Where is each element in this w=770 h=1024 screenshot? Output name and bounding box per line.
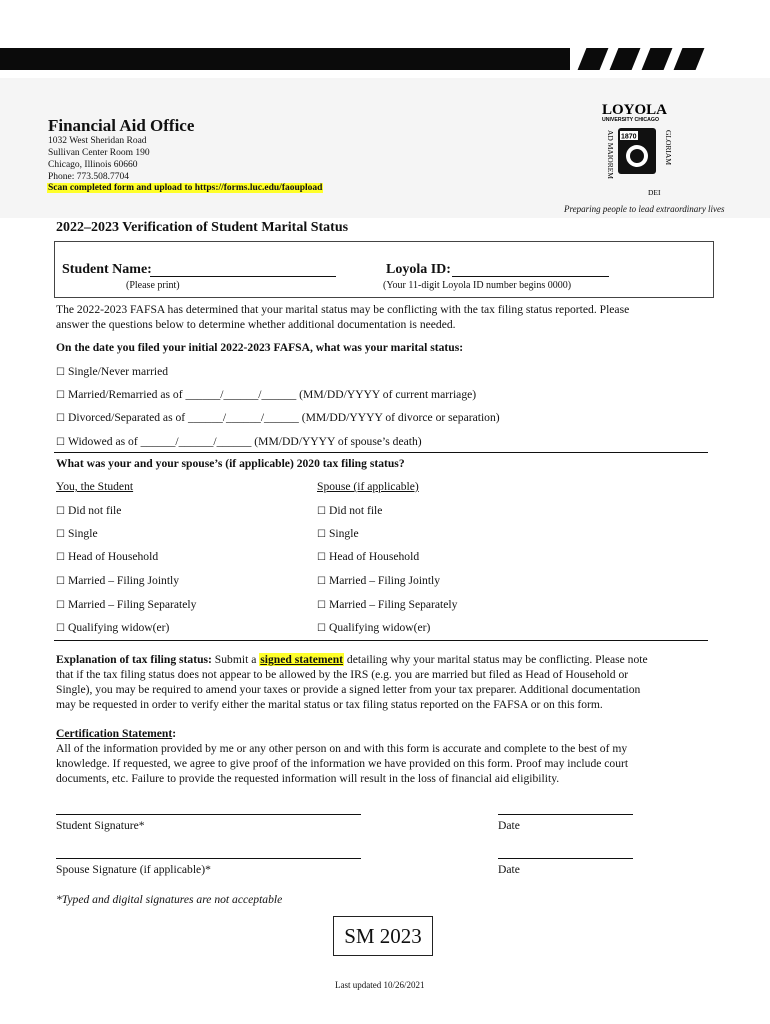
header-stripe xyxy=(674,48,705,70)
checkbox-icon[interactable]: ☐ xyxy=(317,552,326,563)
explanation-line: Single), you may be required to amend your taxes or provide a signed letter from your tax preparer. Additional documentation xyxy=(56,683,641,696)
checkbox-icon[interactable]: ☐ xyxy=(56,437,65,448)
header-stripe xyxy=(610,48,641,70)
tax-question: What was your and your spouse’s (if applicable) 2020 tax filing status? xyxy=(56,457,405,470)
spouse-tax-option[interactable]: ☐ Head of Household xyxy=(317,550,420,563)
checkbox-icon[interactable]: ☐ xyxy=(56,529,65,540)
explanation-line: may be requested in order to verify either the marital status or tax filing status reported on the FAFSA or on this form. xyxy=(56,698,603,711)
spouse-date-field[interactable] xyxy=(498,858,633,859)
header-bar xyxy=(0,48,570,70)
checkbox-icon[interactable]: ☐ xyxy=(317,506,326,517)
checkbox-icon[interactable]: ☐ xyxy=(317,623,326,634)
signed-statement-highlight: signed statement xyxy=(260,653,344,666)
checkbox-icon[interactable]: ☐ xyxy=(56,623,65,634)
spouse-tax-option[interactable]: ☐ Did not file xyxy=(317,504,383,517)
section-divider xyxy=(54,452,708,453)
address-line: Sullivan Center Room 190 xyxy=(48,148,150,158)
student-date-field[interactable] xyxy=(498,814,633,815)
student-tax-option[interactable]: ☐ Married – Filing Jointly xyxy=(56,574,180,587)
checkbox-icon[interactable]: ☐ xyxy=(56,506,65,517)
phone-line: Phone: 773.508.7704 xyxy=(48,172,130,182)
student-name-label: Student Name: xyxy=(62,262,152,277)
date-label: Date xyxy=(498,819,520,832)
loyola-id-label: Loyola ID: xyxy=(386,262,451,277)
signature-note: *Typed and digital signatures are not acceptable xyxy=(56,893,283,906)
marital-option[interactable]: ☐ Widowed as of ______/______/______ (MM/DD/YYYY of spouse’s death) xyxy=(56,435,422,448)
loyola-logo xyxy=(598,100,678,200)
checkbox-icon[interactable]: ☐ xyxy=(56,600,65,611)
logo-name: LOYOLA xyxy=(602,102,668,118)
form-title: 2022–2023 Verification of Student Marital Status xyxy=(56,220,349,235)
header-stripe xyxy=(578,48,609,70)
date-label: Date xyxy=(498,863,520,876)
marital-option[interactable]: ☐ Married/Remarried as of ______/______/______ (MM/DD/YYYY of current marriage) xyxy=(56,388,477,401)
checkbox-icon[interactable]: ☐ xyxy=(317,600,326,611)
student-tax-option[interactable]: ☐ Did not file xyxy=(56,504,122,517)
last-updated: Last updated 10/26/2021 xyxy=(335,980,425,990)
cert-line: documents, etc. Failure to provide the requested information will result in the loss of financial aid eligibility. xyxy=(56,772,560,785)
cert-line: knowledge. If requested, we agree to give proof of the information we have provided on this form. Proof may include court xyxy=(56,757,629,770)
spouse-tax-option[interactable]: ☐ Married – Filing Jointly xyxy=(317,574,441,587)
id-hint: (Your 11-digit Loyola ID number begins 0000) xyxy=(383,280,572,291)
logo-motto-bottom: DEI xyxy=(648,188,661,197)
logo-motto-left: AD MAIOREM xyxy=(606,130,615,179)
header-stripe xyxy=(642,48,673,70)
loyola-id-field[interactable] xyxy=(452,276,609,277)
marital-option[interactable]: ☐ Single/Never married xyxy=(56,365,169,378)
intro-line: answer the questions below to determine whether additional documentation is needed. xyxy=(56,318,456,331)
address-line: 1032 West Sheridan Road xyxy=(48,136,147,146)
checkbox-icon[interactable]: ☐ xyxy=(56,390,65,401)
checkbox-icon[interactable]: ☐ xyxy=(56,413,65,424)
student-name-field[interactable] xyxy=(150,276,336,277)
tagline: Preparing people to lead extraordinary lives xyxy=(564,204,725,214)
cert-title: Certification Statement: xyxy=(56,727,177,740)
spouse-tax-option[interactable]: ☐ Qualifying widow(er) xyxy=(317,621,431,634)
checkbox-icon[interactable]: ☐ xyxy=(56,367,65,378)
address-line: Chicago, Illinois 60660 xyxy=(48,160,138,170)
student-tax-option[interactable]: ☐ Single xyxy=(56,527,98,540)
checkbox-icon[interactable]: ☐ xyxy=(317,576,326,587)
marital-option[interactable]: ☐ Divorced/Separated as of ______/______/______ (MM/DD/YYYY of divorce or separation) xyxy=(56,411,500,424)
checkbox-icon[interactable]: ☐ xyxy=(56,552,65,563)
intro-line: The 2022-2023 FAFSA has determined that your marital status may be conflicting with the tax filing status reported. Please xyxy=(56,303,630,316)
spouse-tax-option[interactable]: ☐ Single xyxy=(317,527,359,540)
marital-question: On the date you filed your initial 2022-2023 FAFSA, what was your marital status: xyxy=(56,341,464,354)
student-signature-field[interactable] xyxy=(56,814,361,815)
logo-motto-right: GLORIAM xyxy=(664,130,673,165)
explanation-line: that if the tax filing status does not appear to be allowed by the IRS (e.g. you are married but filed as Head of Household or xyxy=(56,668,629,681)
form-code-box: SM 2023 xyxy=(333,916,433,956)
cert-line: All of the information provided by me or any other person on and with this form is accurate and complete to the best of my xyxy=(56,742,628,755)
student-signature-label: Student Signature* xyxy=(56,819,145,832)
spouse-signature-label: Spouse Signature (if applicable)* xyxy=(56,863,211,876)
col-student-header: You, the Student xyxy=(56,480,134,493)
logo-year: 1870 xyxy=(621,133,637,141)
student-tax-option[interactable]: ☐ Qualifying widow(er) xyxy=(56,621,170,634)
student-tax-option[interactable]: ☐ Head of Household xyxy=(56,550,159,563)
office-title: Financial Aid Office xyxy=(48,116,195,135)
col-spouse-header: Spouse (if applicable) xyxy=(317,480,419,493)
please-print-hint: (Please print) xyxy=(126,280,180,291)
checkbox-icon[interactable]: ☐ xyxy=(56,576,65,587)
student-tax-option[interactable]: ☐ Married – Filing Separately xyxy=(56,598,197,611)
explanation-label: Explanation of tax filing status: xyxy=(56,653,212,666)
explanation-line: Explanation of tax filing status: Submit a signed statement detailing why your marital status may be conflicting. Please note xyxy=(56,653,648,666)
spouse-signature-field[interactable] xyxy=(56,858,361,859)
checkbox-icon[interactable]: ☐ xyxy=(317,529,326,540)
section-divider xyxy=(54,640,708,641)
upload-note: Scan completed form and upload to https://forms.luc.edu/faoupload xyxy=(48,183,323,193)
spouse-tax-option[interactable]: ☐ Married – Filing Separately xyxy=(317,598,458,611)
logo-sub: UNIVERSITY CHICAGO xyxy=(602,117,659,123)
